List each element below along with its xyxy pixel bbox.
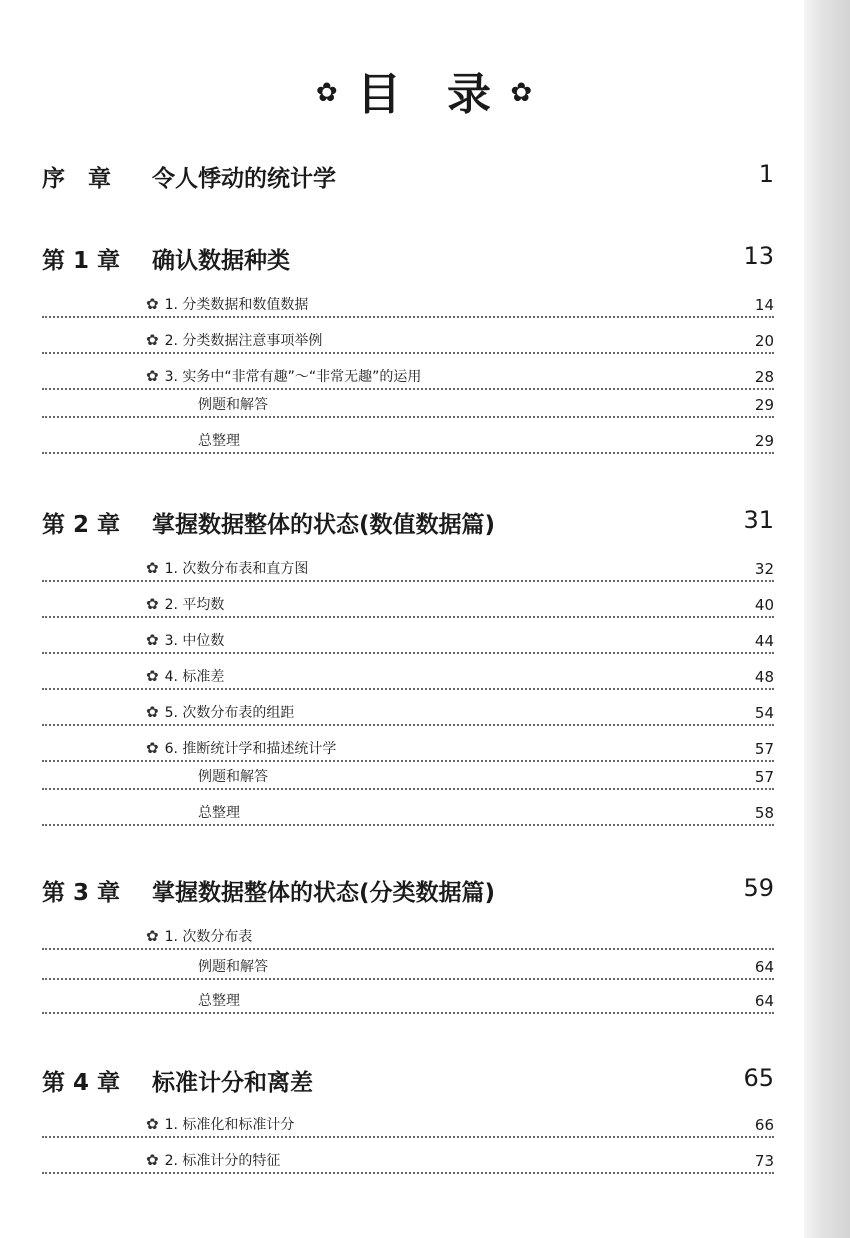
entry-page: 14 bbox=[754, 296, 774, 314]
entry-title: 例题和解答 bbox=[198, 769, 268, 785]
entry-title: 3. 中位数 bbox=[164, 633, 225, 649]
entry-title: 总整理 bbox=[198, 805, 240, 821]
flower-icon: ✿ bbox=[146, 739, 159, 757]
toc-entry[interactable] bbox=[42, 430, 774, 454]
entry-page: 57 bbox=[754, 768, 774, 786]
entry-title: 2. 平均数 bbox=[164, 597, 225, 613]
toc-chapter-3[interactable] bbox=[42, 874, 774, 908]
flower-icon: ✿ bbox=[510, 78, 535, 108]
chapter-page: 59 bbox=[743, 874, 774, 902]
flower-icon: ✿ bbox=[146, 595, 159, 613]
entry-page: 20 bbox=[754, 332, 774, 350]
entry-page: 29 bbox=[754, 396, 774, 414]
flower-icon: ✿ bbox=[146, 559, 159, 577]
chapter-page: 31 bbox=[743, 506, 774, 534]
entry-title: 1. 标准化和标准计分 bbox=[164, 1117, 295, 1133]
flower-icon: ✿ bbox=[146, 367, 159, 385]
entry-title: 4. 标准差 bbox=[164, 669, 225, 685]
toc-entry[interactable] bbox=[42, 330, 774, 354]
entry-title: 1. 次数分布表和直方图 bbox=[164, 561, 309, 577]
chapter-title: 掌握数据整体的状态(分类数据篇) bbox=[152, 880, 496, 906]
toc-entry[interactable] bbox=[42, 702, 774, 726]
chapter-page: 13 bbox=[743, 242, 774, 270]
toc-entry[interactable] bbox=[42, 956, 774, 980]
toc-entry[interactable] bbox=[42, 1150, 774, 1174]
chapter-label: 第 2 章 bbox=[42, 512, 121, 538]
chapter-label: 第 3 章 bbox=[42, 880, 121, 906]
entry-title: 总整理 bbox=[198, 993, 240, 1009]
page-title bbox=[0, 58, 850, 122]
title-char-1: 目 bbox=[357, 69, 403, 120]
chapter-page: 1 bbox=[758, 160, 774, 188]
chapter-page: 65 bbox=[743, 1064, 774, 1092]
flower-icon: ✿ bbox=[146, 295, 159, 313]
toc-entry[interactable] bbox=[42, 802, 774, 826]
entry-page: 44 bbox=[754, 632, 774, 650]
flower-icon: ✿ bbox=[146, 1115, 159, 1133]
toc-chapter-2[interactable] bbox=[42, 506, 774, 540]
entry-page: 40 bbox=[754, 596, 774, 614]
flower-icon: ✿ bbox=[315, 78, 340, 108]
toc-chapter-1[interactable] bbox=[42, 242, 774, 276]
toc-entry[interactable] bbox=[42, 594, 774, 618]
entry-title: 例题和解答 bbox=[198, 397, 268, 413]
flower-icon: ✿ bbox=[146, 631, 159, 649]
toc-entry[interactable] bbox=[42, 1114, 774, 1138]
entry-title: 例题和解答 bbox=[198, 959, 268, 975]
flower-icon: ✿ bbox=[146, 667, 159, 685]
flower-icon: ✿ bbox=[146, 927, 159, 945]
chapter-title: 确认数据种类 bbox=[152, 248, 290, 274]
entry-title: 3. 实务中“非常有趣”～“非常无趣”的运用 bbox=[164, 369, 422, 385]
toc-entry[interactable] bbox=[42, 926, 774, 950]
toc-chapter-4[interactable] bbox=[42, 1064, 774, 1098]
entry-page: 29 bbox=[754, 432, 774, 450]
toc-entry[interactable] bbox=[42, 366, 774, 390]
entry-page: 64 bbox=[754, 992, 774, 1010]
entry-title: 2. 分类数据注意事项举例 bbox=[164, 333, 323, 349]
entry-title: 总整理 bbox=[198, 433, 240, 449]
entry-title: 6. 推断统计学和描述统计学 bbox=[164, 741, 337, 757]
entry-page: 28 bbox=[754, 368, 774, 386]
entry-page: 32 bbox=[754, 560, 774, 578]
toc-chapter-prologue[interactable] bbox=[42, 160, 774, 194]
entry-page: 73 bbox=[754, 1152, 774, 1170]
chapter-title: 标准计分和离差 bbox=[152, 1070, 313, 1096]
chapter-title: 掌握数据整体的状态(数值数据篇) bbox=[152, 512, 496, 538]
toc-entry[interactable] bbox=[42, 558, 774, 582]
entry-title: 5. 次数分布表的组距 bbox=[164, 705, 295, 721]
entry-page: 66 bbox=[754, 1116, 774, 1134]
page-edge-shadow bbox=[804, 0, 850, 1238]
entry-page: 64 bbox=[754, 958, 774, 976]
toc-entry[interactable] bbox=[42, 630, 774, 654]
entry-page: 57 bbox=[754, 740, 774, 758]
toc-entry[interactable] bbox=[42, 394, 774, 418]
chapter-label: 第 1 章 bbox=[42, 248, 121, 274]
title-char-2: 录 bbox=[447, 69, 493, 120]
entry-page: 58 bbox=[754, 804, 774, 822]
flower-icon: ✿ bbox=[146, 331, 159, 349]
entry-title: 2. 标准计分的特征 bbox=[164, 1153, 281, 1169]
entry-title: 1. 次数分布表 bbox=[164, 929, 253, 945]
chapter-label: 序 章 bbox=[42, 166, 111, 192]
toc-entry[interactable] bbox=[42, 666, 774, 690]
entry-title: 1. 分类数据和数值数据 bbox=[164, 297, 309, 313]
chapter-title: 令人悸动的统计学 bbox=[152, 166, 336, 192]
flower-icon: ✿ bbox=[146, 703, 159, 721]
entry-page: 48 bbox=[754, 668, 774, 686]
chapter-label: 第 4 章 bbox=[42, 1070, 121, 1096]
entry-page: 54 bbox=[754, 704, 774, 722]
toc-entry[interactable] bbox=[42, 738, 774, 762]
flower-icon: ✿ bbox=[146, 1151, 159, 1169]
toc-entry[interactable] bbox=[42, 294, 774, 318]
toc-entry[interactable] bbox=[42, 990, 774, 1014]
toc-entry[interactable] bbox=[42, 766, 774, 790]
